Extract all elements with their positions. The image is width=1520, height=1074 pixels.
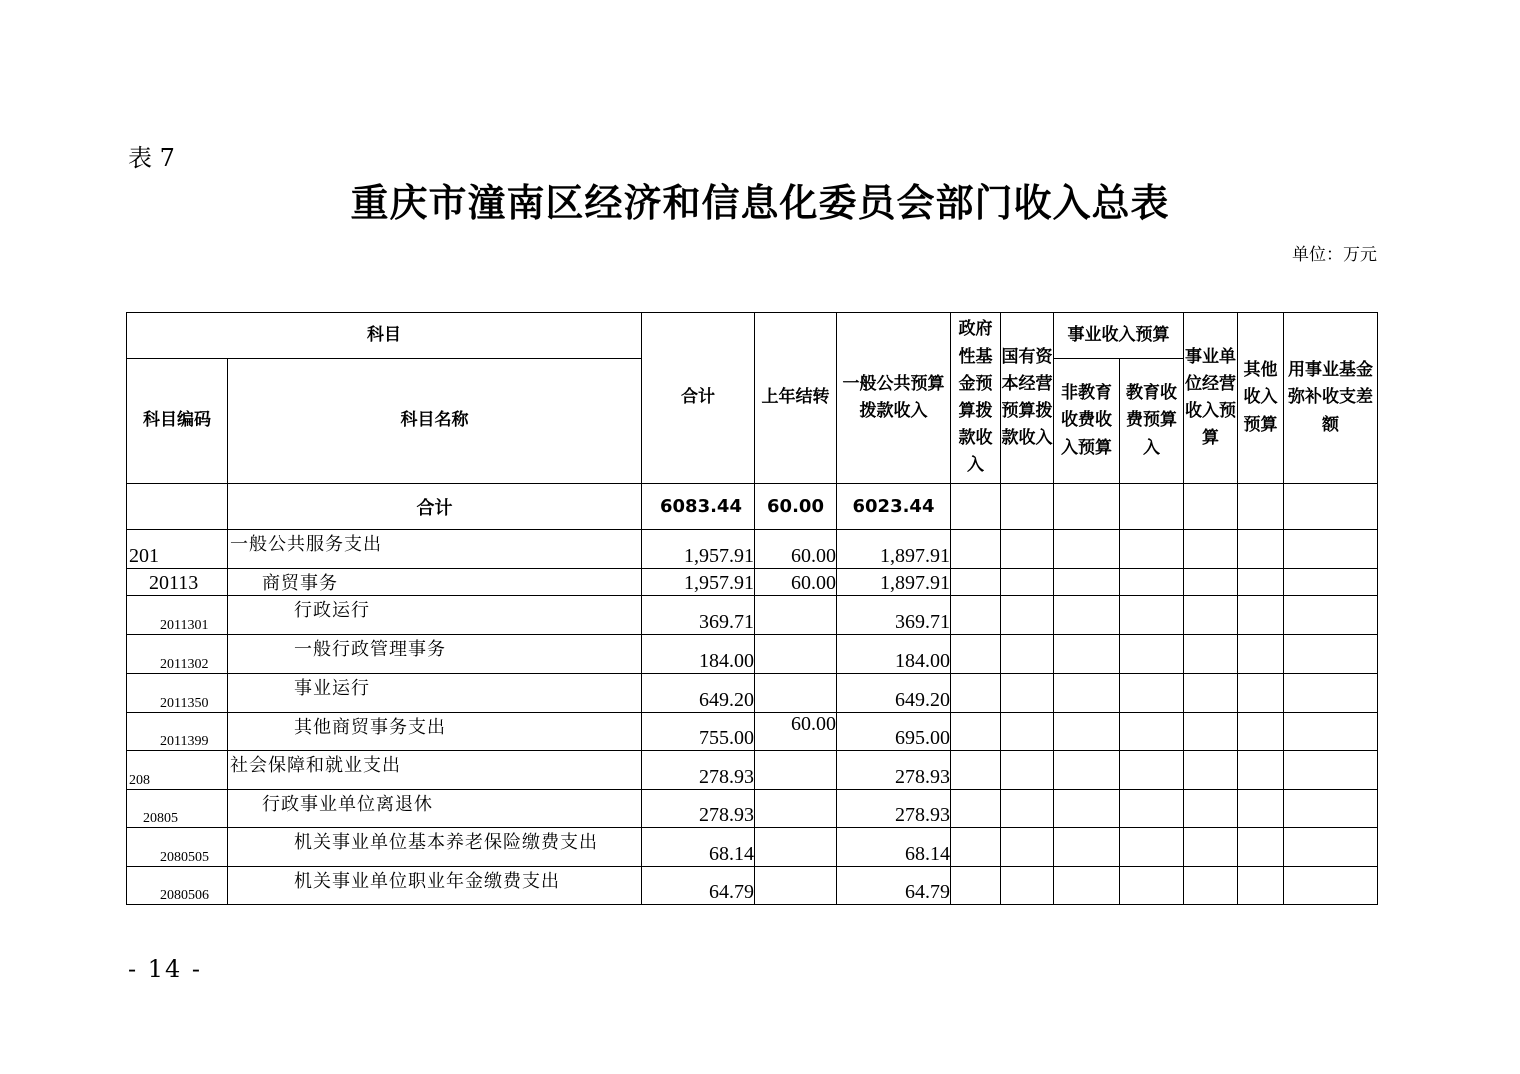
amount-carryover — [755, 828, 837, 867]
amount-total: 68.14 — [642, 828, 755, 867]
amount-carryover — [755, 867, 837, 905]
amount-carryover: 60.00 — [755, 713, 837, 751]
header-subject-code: 科目编码 — [127, 359, 228, 484]
amount-carryover — [755, 790, 837, 828]
table-number: 表 7 — [128, 144, 175, 172]
amount-carryover: 60.00 — [755, 569, 837, 596]
amount-carryover — [755, 751, 837, 790]
amount-carryover — [755, 674, 837, 713]
table-row — [127, 635, 1378, 674]
amount-total: 649.20 — [642, 674, 755, 713]
header-total: 合计 — [642, 313, 755, 484]
table-row — [127, 596, 1378, 635]
amount-total: 278.93 — [642, 751, 755, 790]
amount-general: 64.79 — [837, 867, 951, 905]
subject-code: 208 — [127, 751, 228, 790]
subject-code: 201 — [127, 530, 228, 569]
header-subject: 科目 — [127, 313, 642, 359]
header-carryover: 上年结转 — [755, 313, 837, 484]
subject-code: 20113 — [127, 569, 228, 596]
document-title: 重庆市潼南区经济和信息化委员会部门收入总表 — [350, 180, 1170, 225]
table-row — [127, 713, 1378, 751]
subject-name: 其他商贸事务支出 — [228, 713, 642, 751]
amount-total: 64.79 — [642, 867, 755, 905]
amount-total: 755.00 — [642, 713, 755, 751]
table-row — [127, 751, 1378, 790]
subject-code: 2080505 — [127, 828, 228, 867]
subject-name: 行政运行 — [228, 596, 642, 635]
subject-name: 事业运行 — [228, 674, 642, 713]
subject-code: 2011301 — [127, 596, 228, 635]
total-general: 6023.44 — [837, 484, 951, 530]
subject-code: 2011350 — [127, 674, 228, 713]
amount-total: 184.00 — [642, 635, 755, 674]
amount-general: 369.71 — [837, 596, 951, 635]
header-subject-name: 科目名称 — [228, 359, 642, 484]
unit-label: 单位：万元 — [1292, 245, 1377, 265]
table-row — [127, 674, 1378, 713]
amount-total: 1,957.91 — [642, 569, 755, 596]
amount-total: 278.93 — [642, 790, 755, 828]
subject-code: 20805 — [127, 790, 228, 828]
total-label: 合计 — [228, 484, 642, 530]
header-non-edu-fee: 非教育收费收入预算 — [1054, 359, 1120, 484]
amount-total: 369.71 — [642, 596, 755, 635]
amount-general: 1,897.91 — [837, 569, 951, 596]
amount-carryover: 60.00 — [755, 530, 837, 569]
amount-carryover — [755, 596, 837, 635]
header-general-budget: 一般公共预算拨款收入 — [837, 313, 951, 484]
amount-general: 68.14 — [837, 828, 951, 867]
table-row — [127, 790, 1378, 828]
header-state-capital: 国有资本经营预算拨款收入 — [1001, 313, 1054, 484]
amount-carryover — [755, 635, 837, 674]
subject-name: 机关事业单位基本养老保险缴费支出 — [228, 828, 642, 867]
subject-name: 行政事业单位离退休 — [228, 790, 642, 828]
header-other-income: 其他收入预算 — [1238, 313, 1284, 484]
amount-total: 1,957.91 — [642, 530, 755, 569]
subject-name: 机关事业单位职业年金缴费支出 — [228, 867, 642, 905]
subject-code: 2011302 — [127, 635, 228, 674]
amount-general: 1,897.91 — [837, 530, 951, 569]
table-row — [127, 530, 1378, 569]
header-edu-fee: 教育收费预算入 — [1120, 359, 1184, 484]
total-amount: 6083.44 — [642, 484, 755, 530]
total-carryover: 60.00 — [755, 484, 837, 530]
header-fund-balance: 用事业基金弥补收支差额 — [1284, 313, 1378, 484]
income-summary-table — [126, 312, 1378, 905]
amount-general: 649.20 — [837, 674, 951, 713]
subject-name: 商贸事务 — [228, 569, 642, 596]
page-number: - 14 - — [128, 955, 203, 983]
amount-general: 184.00 — [837, 635, 951, 674]
subject-name: 一般公共服务支出 — [228, 530, 642, 569]
subject-name: 一般行政管理事务 — [228, 635, 642, 674]
subject-name: 社会保障和就业支出 — [228, 751, 642, 790]
header-enterprise-budget: 事业收入预算 — [1054, 313, 1184, 359]
total-row — [127, 484, 1378, 530]
header-unit-operation: 事业单位经营收入预算 — [1184, 313, 1238, 484]
table-row — [127, 828, 1378, 867]
subject-code: 2080506 — [127, 867, 228, 905]
subject-code: 2011399 — [127, 713, 228, 751]
header-gov-fund: 政府性基金预算拨款收入 — [951, 313, 1001, 484]
table-row — [127, 867, 1378, 905]
amount-general: 278.93 — [837, 790, 951, 828]
table-row — [127, 569, 1378, 596]
amount-general: 278.93 — [837, 751, 951, 790]
amount-general: 695.00 — [837, 713, 951, 751]
